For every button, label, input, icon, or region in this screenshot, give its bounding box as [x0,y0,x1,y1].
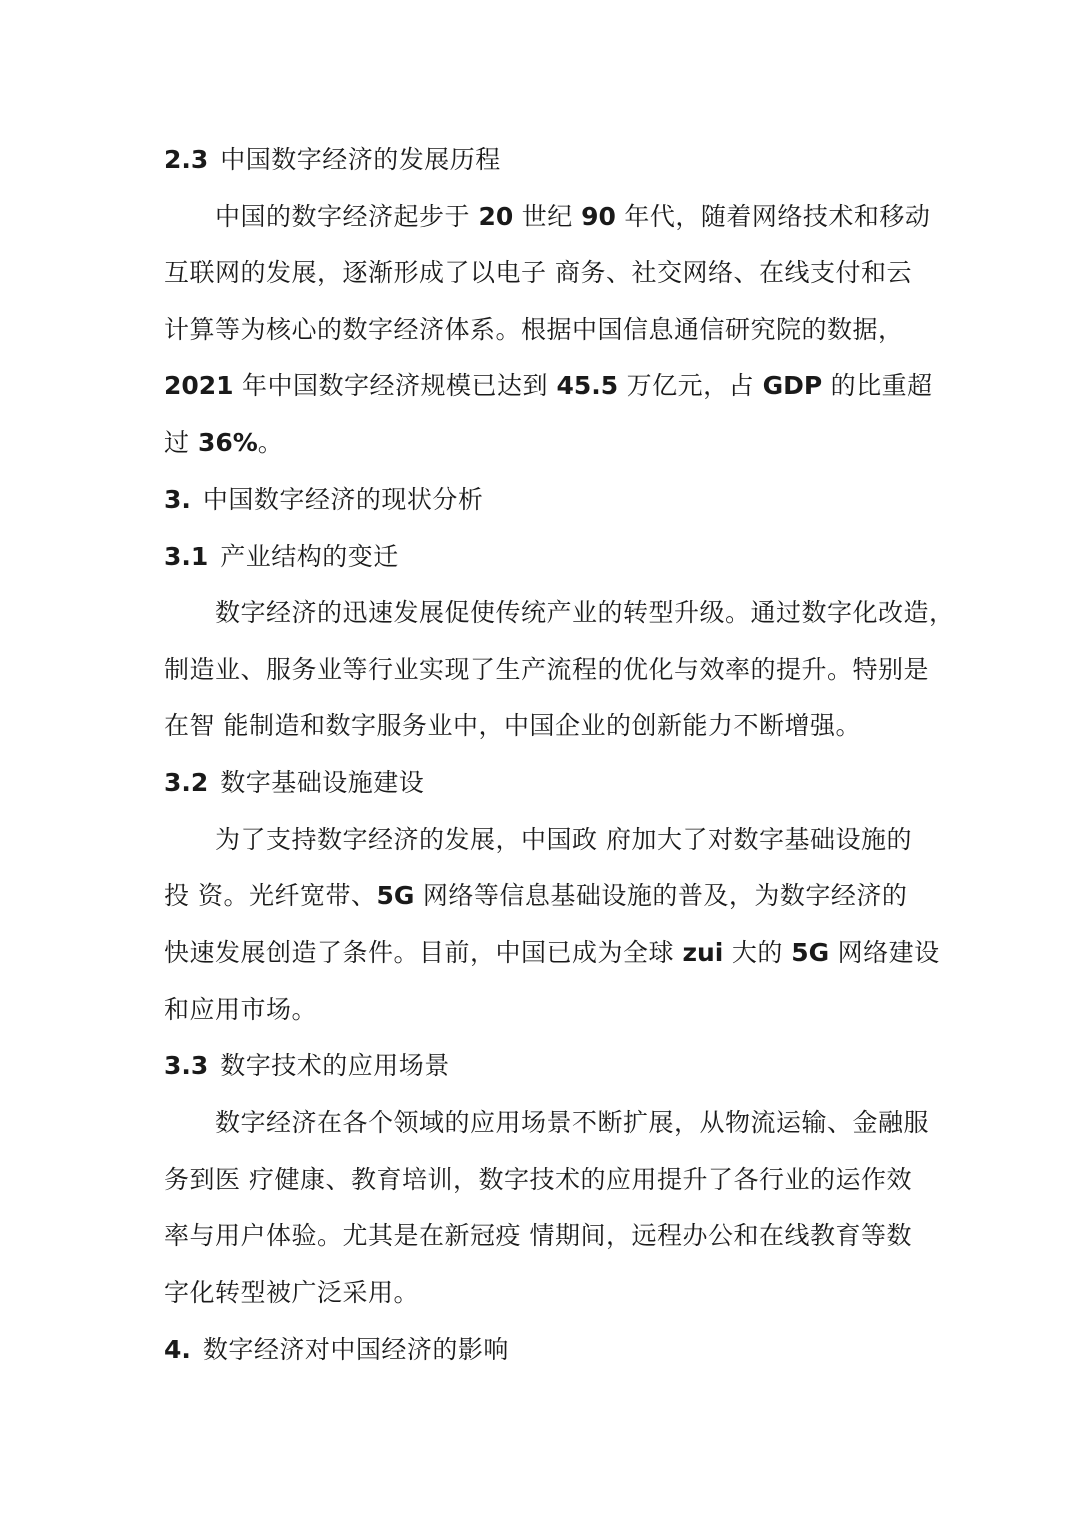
section-heading-3 [164,480,924,520]
section-title: 中国数字经济的现状分析 [202,485,484,514]
text-run: 大的 [723,938,792,967]
paragraph-line: 和应用市场。 [164,995,318,1024]
text-run: 快速发展创造了条件。目前，中国已成为全球 [164,938,683,967]
text-run: 。 [257,428,284,457]
bold-text: zui [682,938,724,967]
section-heading-3-3 [164,1046,924,1086]
paragraph-line: 数字经济的迅速发展促使传统产业的转型升级。通过数字化改造， [215,598,955,627]
paragraph-line: 在智 能制造和数字服务业中，中国企业的创新能力不断增强。 [164,711,861,740]
paragraph-line: 字化转型被广泛采用。 [164,1278,420,1307]
text-run: 中国的数字经济起步于 [215,202,479,231]
section-heading-4 [164,1330,924,1370]
paragraph-line: 制造业、服务业等行业实现了生产流程的优化与效率的提升。特别是 [164,655,930,684]
paragraph-line: 为了支持数字经济的发展，中国政 府加大了对数字基础设施的 [215,825,912,854]
paragraph-line: 率与用户体验。尤其是在新冠疫 情期间，远程办公和在线教育等数 [164,1221,912,1250]
section-title: 产业结构的变迁 [220,542,399,571]
text-run: 的比重超 [822,371,933,400]
section-number: 2.3 [164,145,209,174]
section-title: 数字技术的应用场景 [220,1051,450,1080]
paragraph-line: 务到医 疗健康、教育培训，数字技术的应用提升了各行业的运作效 [164,1165,912,1194]
paragraph-line: 互联网的发展，逐渐形成了以电子 商务、社交网络、在线支付和云 [164,258,912,287]
section-title: 数字经济对中国经济的影响 [202,1335,509,1364]
text-run: 万亿元，占 [618,371,763,400]
section-number: 3.3 [164,1051,209,1080]
section-number: 3. [164,485,191,514]
bold-text: 5G [376,881,415,910]
paragraph-line [164,876,924,916]
paragraph-line [164,366,933,406]
section-title: 中国数字经济的发展历程 [220,145,501,174]
paragraph-line: 计算等为核心的数字经济体系。根据中国信息通信研究院的数据， [164,315,904,344]
text-run: 网络建设 [829,938,940,967]
text-run: 投 资。光纤宽带、 [164,881,377,910]
section-title: 数字基础设施建设 [220,768,425,797]
paragraph-line [164,423,924,463]
text-run: 过 [164,428,198,457]
text-run: 网络等信息基础设施的普及，为数字经济的 [414,881,908,910]
section-number: 3.1 [164,542,209,571]
text-run: 世纪 [513,202,582,231]
bold-text: GDP [762,371,823,400]
bold-number: 36% [197,428,258,457]
text-run: 年代，随着网络技术和移动 [615,202,931,231]
bold-number: 90 [581,202,616,231]
bold-number: 45.5 [556,371,619,400]
text-run: 年中国数字经济规模已达到 [233,371,557,400]
paragraph-line: 数字经济在各个领域的应用场景不断扩展，从物流运输、金融服 [215,1108,930,1137]
bold-number: 20 [478,202,514,231]
section-heading-2-3 [164,140,924,180]
paragraph-line [215,197,975,237]
bold-text: 5G [791,938,830,967]
section-heading-3-1 [164,537,924,577]
section-number: 4. [164,1335,191,1364]
section-number: 3.2 [164,768,209,797]
bold-number: 2021 [164,371,234,400]
paragraph-line [164,933,940,973]
section-heading-3-2 [164,763,924,803]
